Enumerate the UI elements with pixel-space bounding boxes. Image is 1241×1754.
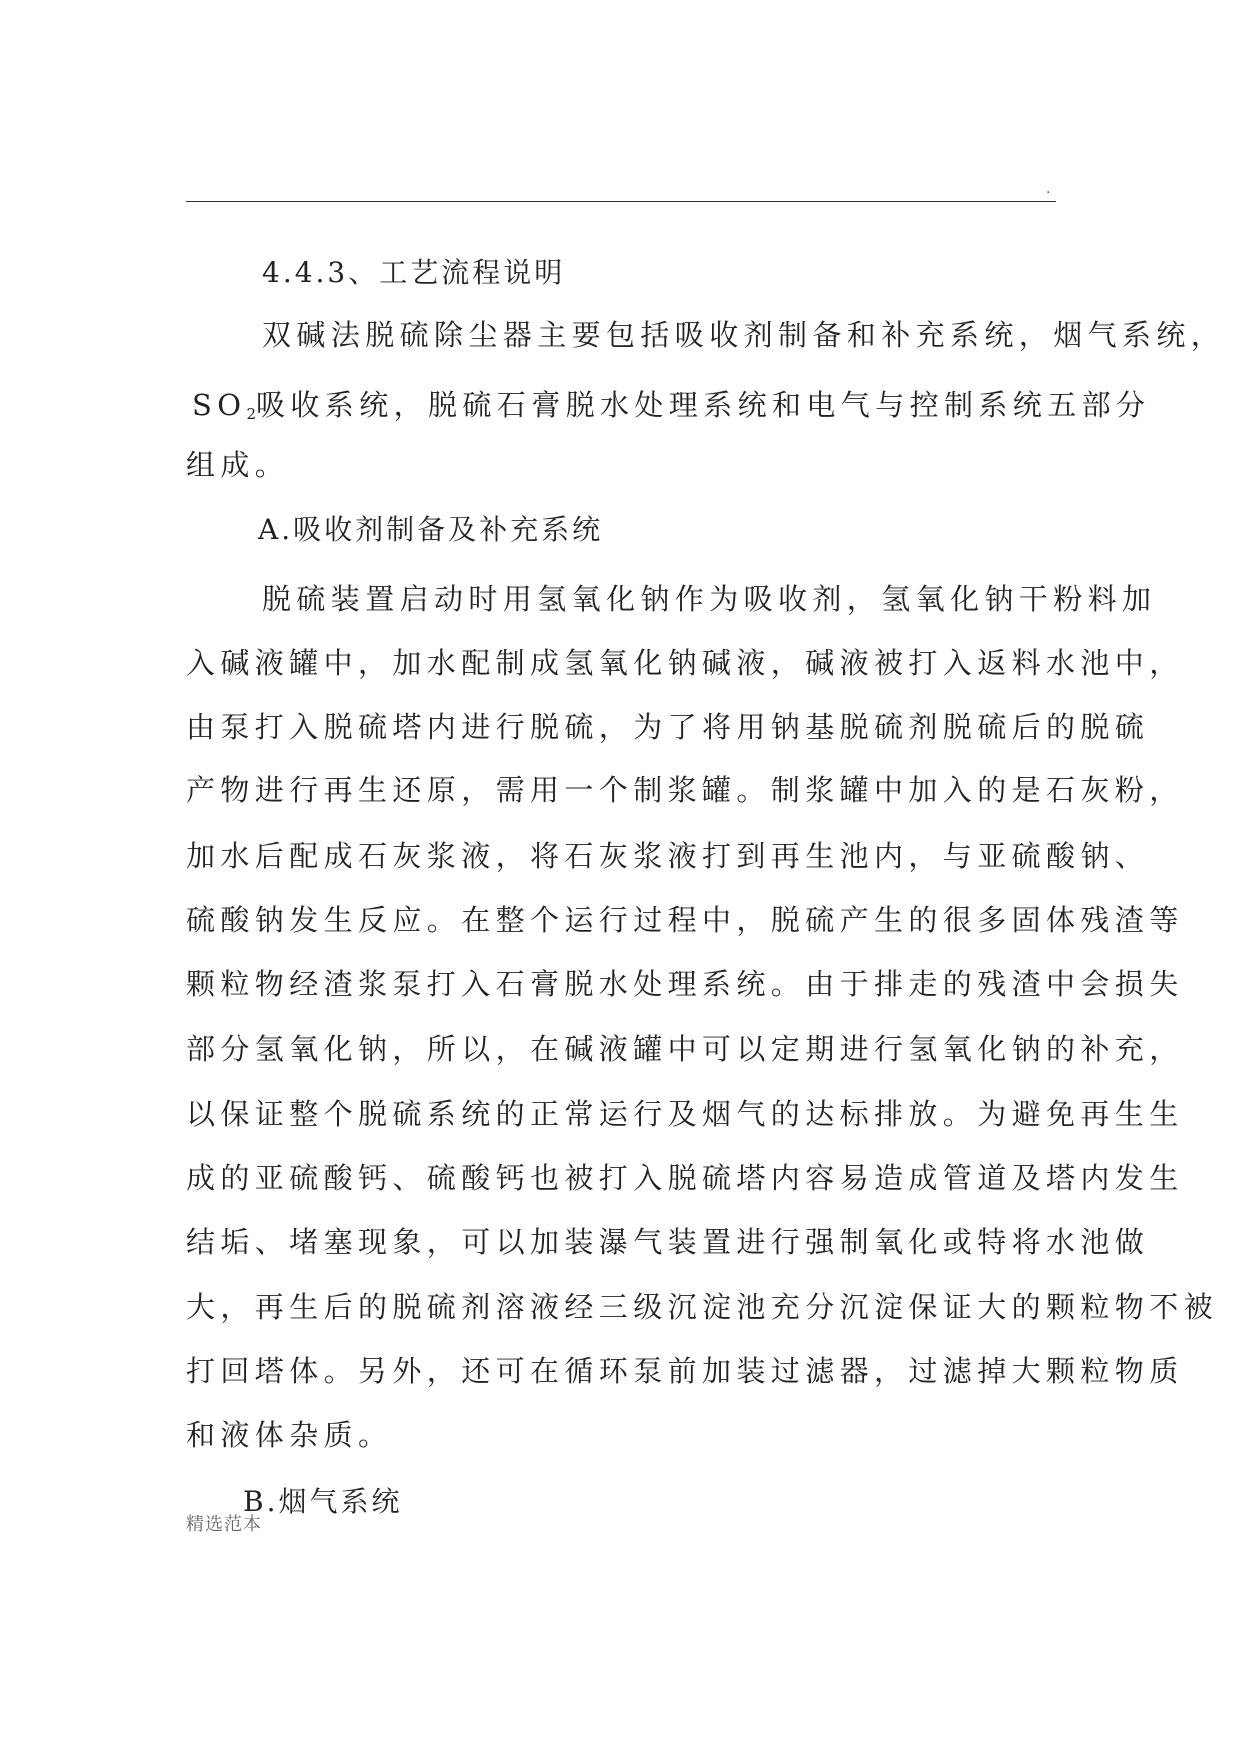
subsection-a-title: A.吸收剂制备及补充系统 <box>258 513 604 546</box>
section-title: 4.4.3、工艺流程说明 <box>262 256 566 289</box>
paragraph-a-line-10: 成的亚硫酸钙、硫酸钙也被打入脱硫塔内容易造成管道及塔内发生 <box>186 1161 1184 1195</box>
paragraph-a-line-3: 由泵打入脱硫塔内进行脱硫，为了将用钠基脱硫剂脱硫后的脱硫 <box>186 710 1150 744</box>
paragraph-a-line-2: 入碱液罐中，加水配制成氢氧化钠碱液，碱液被打入返料水池中， <box>186 646 1184 680</box>
so2-text: SO <box>192 388 247 422</box>
footer-text-glyphs: 精选范本 <box>186 1514 262 1535</box>
intro-line-2 <box>192 387 1150 432</box>
paragraph-a-line-4: 产物进行再生还原，需用一个制浆罐。制浆罐中加入的是石灰粉， <box>186 773 1184 807</box>
so2-subscript: 2 <box>246 405 256 423</box>
intro-line-3: 组成。 <box>186 448 290 482</box>
paragraph-a-line-5: 加水后配成石灰浆液，将石灰浆液打到再生池内，与亚硫酸钠、 <box>186 839 1150 873</box>
paragraph-a-line-11: 结垢、堵塞现象，可以加装瀑气装置进行强制氧化或特将水池做 <box>186 1225 1150 1259</box>
paragraph-a-line-13: 打回塔体。另外，还可在循环泵前加装过滤器，过滤掉大颗粒物质 <box>186 1354 1184 1388</box>
intro-line-1: 双碱法脱硫除尘器主要包括吸收剂制备和补充系统，烟气系统， <box>262 318 1226 352</box>
subsection-b-title: B.烟气系统 <box>243 1485 403 1518</box>
paragraph-a-line-6: 硫酸钠发生反应。在整个运行过程中，脱硫产生的很多固体残渣等 <box>186 903 1184 937</box>
paragraph-a-line-1: 脱硫装置启动时用氢氧化钠作为吸收剂，氢氧化钠干粉料加 <box>262 582 1157 616</box>
header-mark: . <box>1046 181 1051 197</box>
paragraph-a-line-8: 部分氢氧化钠，所以，在碱液罐中可以定期进行氢氧化钠的补充， <box>186 1032 1184 1066</box>
paragraph-a-line-14: 和液体杂质。 <box>186 1418 393 1452</box>
paragraph-a-line-9: 以保证整个脱硫系统的正常运行及烟气的达标排放。为避免再生生 <box>186 1097 1184 1131</box>
paragraph-a-line-12: 大，再生后的脱硫剂溶液经三级沉淀池充分沉淀保证大的颗粒物不被 <box>186 1290 1219 1324</box>
paragraph-a-line-7: 颗粒物经渣浆泵打入石膏脱水处理系统。由于排走的残渣中会损失 <box>186 967 1184 1001</box>
intro-line-2-rest: 吸收系统，脱硫石膏脱水处理系统和电气与控制系统五部分 <box>256 388 1151 422</box>
footer-text <box>186 1514 262 1535</box>
header-rule <box>186 201 1056 202</box>
